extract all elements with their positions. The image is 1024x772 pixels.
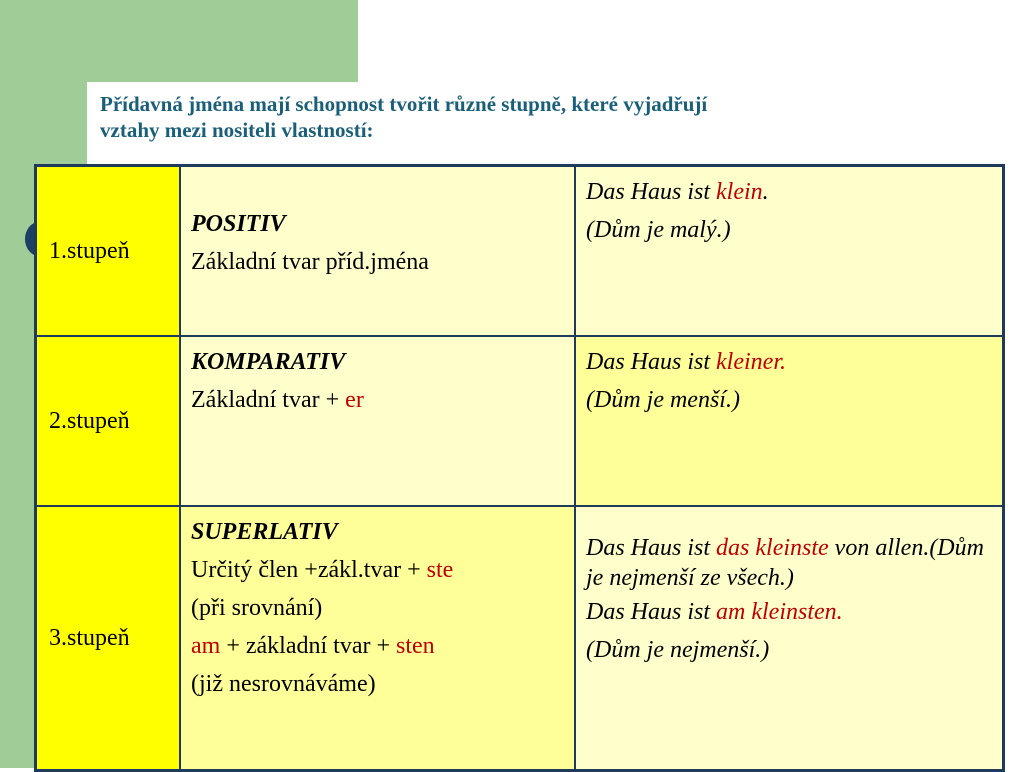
form-text: Určitý člen +zákl.tvar + bbox=[191, 556, 427, 583]
example-highlight: das kleinste bbox=[716, 534, 829, 561]
form-text: (při srovnání) bbox=[191, 594, 323, 621]
degree-cell: 2.stupeň bbox=[36, 336, 181, 506]
example-highlight: am kleinsten. bbox=[716, 598, 843, 625]
form-text: základní tvar + bbox=[245, 632, 397, 659]
table-row-positiv bbox=[36, 166, 1004, 336]
example-line bbox=[586, 385, 992, 415]
form-cell bbox=[180, 506, 575, 771]
form-text: + bbox=[220, 632, 246, 659]
form-line bbox=[191, 247, 564, 277]
comparison-table bbox=[34, 164, 1005, 772]
slide-heading bbox=[100, 91, 1000, 143]
form-name: SUPERLATIV bbox=[191, 518, 338, 545]
table-row-superlativ bbox=[36, 506, 1004, 771]
example-text: von allen.(Dům je nejmenší ze všech.) bbox=[586, 534, 984, 591]
example-text: (Dům je nejmenší.) bbox=[586, 636, 770, 663]
example-text: Das Haus ist bbox=[586, 179, 717, 205]
form-line bbox=[191, 669, 564, 699]
example-line bbox=[586, 215, 992, 245]
heading-line-1: Přídavná jména mají schopnost tvořit různé stupně, které vyjadřují bbox=[100, 92, 708, 116]
example-line bbox=[586, 177, 992, 207]
form-cell bbox=[180, 336, 575, 506]
form-text: (již nesrovnáváme) bbox=[191, 670, 376, 697]
form-text: + bbox=[325, 386, 340, 413]
table-row-komparativ bbox=[36, 336, 1004, 506]
degree-cell: 1.stupeň bbox=[36, 166, 181, 336]
form-text: Základní tvar bbox=[191, 386, 326, 413]
form-cell bbox=[180, 166, 575, 336]
example-text: . bbox=[762, 179, 769, 205]
degree-cell: 3.stupeň bbox=[36, 506, 181, 771]
form-highlight: ste bbox=[426, 556, 454, 583]
heading-line-2: vztahy mezi nositeli vlastností: bbox=[100, 118, 374, 142]
example-cell bbox=[575, 166, 1004, 336]
form-line bbox=[191, 593, 564, 623]
form-text: Základní tvar příd.jména bbox=[191, 249, 429, 275]
form-line bbox=[191, 385, 564, 415]
form-name: POSITIV bbox=[191, 211, 286, 237]
example-line bbox=[586, 533, 992, 593]
example-cell bbox=[575, 506, 1004, 771]
example-highlight: klein bbox=[716, 179, 763, 205]
example-highlight: kleiner. bbox=[716, 348, 787, 375]
example-text: Das Haus ist bbox=[586, 534, 717, 561]
form-highlight: sten bbox=[396, 632, 435, 659]
example-text: (Dům je malý.) bbox=[586, 217, 731, 243]
form-line bbox=[191, 631, 564, 661]
example-cell bbox=[575, 336, 1004, 506]
example-line bbox=[586, 597, 992, 627]
example-line bbox=[586, 635, 992, 665]
form-line bbox=[191, 555, 564, 585]
example-text: (Dům je menší.) bbox=[586, 386, 740, 413]
form-name: KOMPARATIV bbox=[191, 348, 346, 375]
example-line bbox=[586, 347, 992, 377]
example-text: Das Haus ist bbox=[586, 598, 717, 625]
example-text: Das Haus ist bbox=[586, 348, 717, 375]
form-highlight: er bbox=[345, 386, 364, 413]
form-highlight: am bbox=[191, 632, 221, 659]
